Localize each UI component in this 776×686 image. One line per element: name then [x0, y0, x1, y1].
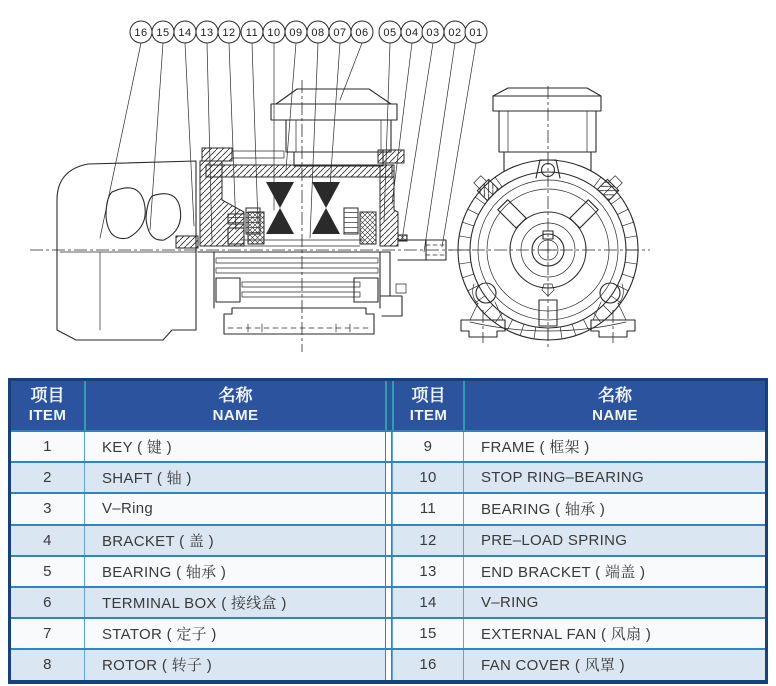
item-number-left: 4: [43, 531, 52, 549]
column-gap: [385, 526, 392, 555]
fin-tick: [611, 197, 621, 204]
callout-14: [174, 21, 196, 226]
item-number-left: 3: [43, 500, 52, 518]
callout-number: 05: [383, 27, 397, 39]
bolt-boss-right: [600, 283, 623, 304]
item-number-left: 8: [43, 656, 52, 674]
part-name-right: END BRACKET ( 端盖 ): [463, 557, 765, 586]
center-cross: [541, 243, 555, 257]
part-name-right: FRAME ( 框架 ): [463, 432, 765, 461]
callout-11: [241, 21, 263, 224]
callout-number: 07: [333, 27, 347, 39]
shaft-section: [398, 235, 446, 260]
fin-tick: [594, 177, 601, 187]
item-number-right: 9: [392, 432, 463, 461]
callouts: [100, 21, 487, 252]
part-name-left: TERMINAL BOX ( 接线盒 ): [84, 588, 385, 617]
clamp-top-left: [472, 174, 527, 229]
table-row: [11, 555, 765, 586]
item-number-right: 13: [392, 557, 463, 586]
leader-line: [402, 43, 433, 240]
header-item-zh: 项目: [30, 385, 65, 405]
item-number-right: 16: [392, 650, 463, 679]
fin-tick: [462, 222, 473, 226]
callout-number: 09: [289, 27, 303, 39]
header-item-en: ITEM: [28, 406, 67, 424]
part-name-left: BRACKET ( 盖 ): [84, 526, 385, 555]
callout-02: [424, 21, 466, 252]
item-number-left: 6: [43, 594, 52, 612]
column-gap: [385, 557, 392, 586]
part-name-left: STATOR ( 定子 ): [84, 619, 385, 648]
callout-number: 12: [222, 27, 236, 39]
leader-line: [286, 43, 296, 170]
fin-tick: [462, 274, 473, 278]
callout-number: 15: [156, 27, 170, 39]
fin-tick: [495, 313, 502, 323]
fin-tick: [560, 327, 562, 339]
table-row: [11, 430, 765, 461]
item-number-right: 14: [392, 588, 463, 617]
item-number-right: 12: [392, 526, 463, 555]
part-name-right: STOP RING–BEARING: [463, 463, 765, 492]
part-name-right: FAN COVER ( 风罩 ): [463, 650, 765, 679]
bolt-boss-left: [473, 283, 496, 304]
header-name-zh: 名称: [598, 385, 632, 405]
bearing-right-section: [360, 212, 376, 244]
item-number-left: 1: [43, 438, 52, 456]
motor-base: [224, 308, 374, 334]
bolt-head: [202, 148, 232, 161]
leader-line: [252, 43, 258, 224]
callout-10: [263, 21, 285, 210]
leader-line: [310, 43, 318, 238]
callout-number: 04: [405, 27, 419, 39]
item-number-right: 10: [392, 463, 463, 492]
callout-number: 02: [448, 27, 462, 39]
fin-tick: [594, 313, 601, 323]
callout-number: 10: [267, 27, 281, 39]
part-name-left: SHAFT ( 轴 ): [84, 463, 385, 492]
callout-03: [402, 21, 444, 240]
callout-number: 08: [311, 27, 325, 39]
part-name-right: EXTERNAL FAN ( 风扇 ): [463, 619, 765, 648]
leader-line: [229, 43, 236, 230]
header-name-en: NAME: [212, 406, 259, 424]
parts-table: [8, 378, 768, 684]
header-item-zh: 项目: [411, 385, 446, 405]
clamp-top-right: [569, 174, 624, 229]
fin-tick: [495, 177, 502, 187]
bolt-head-right: [378, 150, 404, 163]
part-name-right: V–RING: [463, 588, 765, 617]
header-item-right: [392, 381, 463, 430]
callout-01: [442, 21, 487, 247]
leader-line: [150, 43, 163, 230]
part-name-left: ROTOR ( 转子 ): [84, 650, 385, 679]
column-gap: [385, 463, 392, 492]
callout-15: [150, 21, 174, 230]
column-gap: [385, 494, 392, 523]
callout-number: 01: [469, 27, 483, 39]
table-row: [11, 648, 765, 679]
table-row: [11, 524, 765, 555]
terminal-box-front: [493, 88, 601, 171]
item-number-left: 2: [43, 469, 52, 487]
leader-line: [185, 43, 194, 226]
table-row: [11, 461, 765, 492]
fin-tick: [622, 274, 633, 278]
item-number-left: 5: [43, 562, 52, 580]
column-gap: [385, 432, 392, 461]
part-name-left: KEY ( 键 ): [84, 432, 385, 461]
fin-tick: [468, 209, 479, 214]
header-name-zh: 名称: [218, 385, 253, 405]
callout-number: 16: [134, 27, 148, 39]
callout-number: 14: [178, 27, 192, 39]
item-number-right: 15: [392, 619, 463, 648]
fin-tick: [622, 222, 633, 226]
header-name-right: [463, 381, 765, 430]
table-header: [11, 381, 765, 430]
part-name-right: BEARING ( 轴承 ): [463, 494, 765, 523]
column-gap: [385, 588, 392, 617]
bracket-right-section: [378, 150, 404, 246]
header-item-left: [11, 381, 84, 430]
table-body: [11, 430, 765, 680]
fin-tick: [459, 262, 471, 264]
table-row: [11, 492, 765, 523]
leader-line: [442, 43, 476, 247]
callout-number: 03: [426, 27, 440, 39]
header-gap: [385, 381, 392, 430]
fin-tick: [617, 209, 628, 214]
callout-number: 11: [245, 27, 259, 39]
callout-number: 13: [200, 27, 214, 39]
leader-line: [100, 43, 141, 238]
part-name-left: BEARING ( 轴承 ): [84, 557, 385, 586]
header-name-left: [84, 381, 385, 430]
part-name-right: PRE–LOAD SPRING: [463, 526, 765, 555]
motor-end-view: [450, 86, 650, 348]
fin-tick: [534, 327, 536, 339]
leader-line: [392, 43, 412, 204]
leader-line: [340, 43, 362, 100]
column-gap: [385, 650, 392, 679]
part-name-left: V–Ring: [84, 494, 385, 523]
table-row: [11, 586, 765, 617]
item-number-left: 7: [43, 625, 52, 643]
fin-tick: [625, 236, 637, 238]
motor-cross-section-view: [30, 80, 452, 352]
fin-tick: [603, 305, 611, 313]
column-gap: [385, 619, 392, 648]
table-row: [11, 617, 765, 648]
header-item-en: ITEM: [409, 406, 448, 424]
fin-tick: [484, 305, 492, 313]
fin-tick: [475, 197, 485, 204]
item-number-right: 11: [392, 494, 463, 523]
fin-tick: [459, 236, 471, 238]
leader-line: [424, 43, 455, 252]
callout-number: 06: [355, 27, 369, 39]
header-name-en: NAME: [592, 406, 638, 424]
fin-tick: [625, 262, 637, 264]
